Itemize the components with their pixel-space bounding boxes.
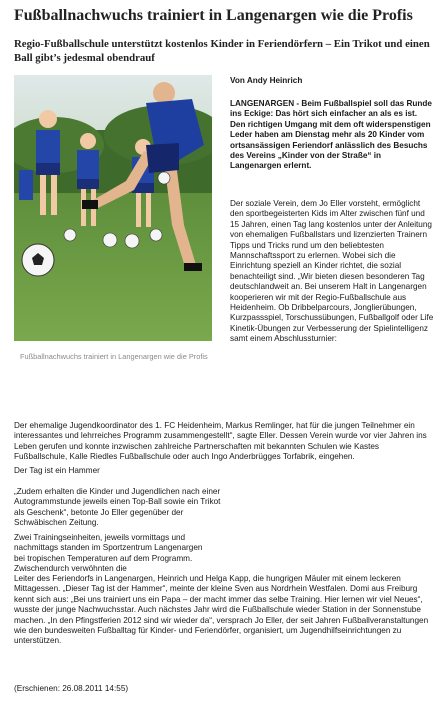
article-quote: „Zudem erhalten die Kinder und Jugendlichen nach einer Autogrammstunde jeweils einen Top-Ball sowie ein Trikot als Geschenk“, betonte Jo Eller gegenüber der Schwäbischen Zeitung.: [14, 487, 221, 528]
article-paragraph: Der ehemalige Jugendkoordinator des 1. FC Heidenheim, Markus Remlinger, hat für die jungen Teilnehmer ein interessantes und lehrreiches Programm zusammengestellt“, sagte Eller. Dessen Verein wurde vor vier Jahren ins Leben gerufen und konnte inzwischen zahlreiche Partnerschaften mit bekannten Schulen wie Kastes Fußballschule, Kalle Riedles Fußballschule oder auch Ingo Anderbrügges Torfabrik, eingehen.: [14, 421, 427, 462]
article-paragraph-column: Der soziale Verein, dem Jo Eller vorsteht, ermöglicht den sportbegeisterten Kids im Alter zwischen fünf und 15 Jahren, einen Tag lang kostenlos unter der Anleitung von ehemaligen Fußballstars und lizenzierten Trainern Tipps und Tricks rund um den beliebtesten Mannschaftssport zu erlernen. Wobei sich die Einrichtung speziell an Kinder richtet, die sozial benachteiligt sind. „Wir bieten diesen besonderen Tag deutschlandweit an. Bei unserem Halt in Langenargen kooperieren wir mit der Regio-Fußballschule aus Heidenheim. Ob Dribbelparcours, Jonglierübungen, Kurzpassspiel, Torschussübungen, Fußballgolf oder Life Kinetik-Übungen zur Verbesserung der Spielintelligenz samt einem Abschlussturnier:: [230, 199, 434, 344]
football-training-photo: [14, 75, 212, 341]
article-subheading: Der Tag ist ein Hammer: [14, 466, 100, 475]
article-lead: LANGENARGEN - Beim Fußballspiel soll das Runde ins Eckige: Das hört sich einfacher an als es ist. Den richtigen Umgang mit dem oft widerspenstigen Leder haben am Dienstag mehr als 20 Kinder vom ortsansässigen Feriendorf anlässlich des Besuchs des Vereins „Kinder von der Straße“ in Langenargen erlernt.: [230, 99, 432, 171]
photo-caption: Fußballnachwuchs trainiert in Langenargen wie die Profis: [20, 352, 208, 361]
article-author: Von Andy Heinrich: [230, 76, 303, 85]
article-paragraph: Leiter des Feriendorfs in Langenargen, Heinrich und Helga Kapp, die hungrigen Mäuler mit einem leckeren Mittagessen. „Dieser Tag ist der Hammer“, meinte der kleine Sven aus Nordrhein Westfalen. Domi aus Freiburg kennt sich aus: „Bei uns trainiert uns ein Papa – der macht immer das selbe Training. Hier lernen wir viel Neues“, wusste der junge Nachwuchsstar. Auch nächstes Jahr wird die Fußballschule wieder Station in der Sonnenstube machen. „In den Pfingstferien 2012 sind wir wieder da“, versprach Jo Eller, der seit Jahren Fußballveranstaltungen wie den bundesweiten Fußballtag für Kinder- und Feriendörfer, organisiert, um Jugendhilfseinrichtungen zu unterstützen.: [14, 574, 429, 646]
published-date: (Erschienen: 26.08.2011 14:55): [14, 684, 129, 693]
article-paragraph: Zwei Trainingseinheiten, jeweils vormittags und nachmittags standen im Sportzentrum Langenargen bei tropischen Temperaturen auf dem Programm. Zwischendurch verwöhnten die: [14, 533, 203, 574]
article-headline: Fußballnachwuchs trainiert in Langenargen wie die Profis: [14, 7, 413, 24]
article-photo: [14, 75, 212, 341]
article-subheadline: Regio-Fußballschule unterstützt kostenlos Kinder in Feriendörfern – Ein Trikot und einen Ball gibt’s jedesmal obendrauf: [14, 38, 430, 64]
